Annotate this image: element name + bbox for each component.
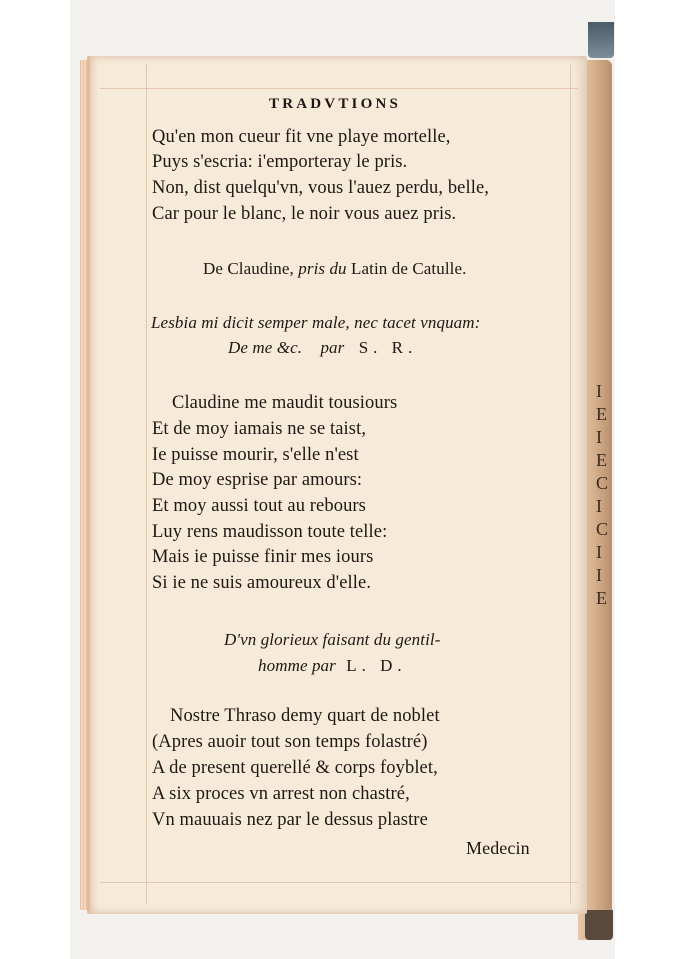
next-page-letter: C — [596, 473, 609, 493]
next-page-letter: C — [596, 519, 609, 539]
next-page-letter: E — [596, 450, 607, 470]
verse-line: Car pour le blanc, le noir vous auez pris. — [152, 204, 457, 224]
verse-line: Qu'en mon cueur fit vne playe mortelle, — [152, 127, 451, 147]
poem-title: D'vn glorieux faisant du gentil- — [224, 630, 441, 649]
verse-line: Mais ie puisse finir mes iours — [152, 547, 374, 567]
verse-line: Puys s'escria: i'emporteray le pris. — [152, 152, 408, 172]
translator-initials: S. R. — [358, 338, 418, 357]
next-page-letter: I — [596, 381, 602, 401]
verse-line: (Apres auoir tout son temps folastré) — [152, 732, 428, 752]
verse-line: Vn mauuais nez par le dessus plastre — [152, 810, 428, 830]
catchword: Medecin — [466, 838, 530, 858]
frame-rule-top — [100, 88, 578, 89]
verse-line: A de present querellé & corps foyblet, — [152, 758, 438, 778]
bookmark-ribbon — [588, 22, 614, 58]
next-page-letter: I — [596, 427, 602, 447]
verse-line: Ie puisse mourir, s'elle n'est — [152, 445, 359, 465]
poem-title-prefix: De Claudine, — [203, 259, 299, 278]
author-initials: L. D. — [346, 656, 407, 675]
latin-continuation — [228, 338, 417, 358]
binding-bottom — [585, 910, 613, 940]
next-page-letter: I — [596, 496, 602, 516]
poem-title — [203, 259, 466, 279]
par-word: par — [320, 338, 345, 357]
poem-title-line2 — [258, 656, 407, 676]
verse-line: Luy rens maudisson toute telle: — [152, 522, 388, 542]
frame-rule-left — [146, 64, 147, 904]
poem-title-italic: homme par — [258, 656, 336, 675]
next-page-letters — [596, 380, 612, 610]
poem-title-suffix: Latin de Catulle. — [346, 259, 467, 278]
verse-line: Nostre Thraso demy quart de noblet — [170, 706, 440, 726]
verse-line: Non, dist quelqu'vn, vous l'auez perdu, belle, — [152, 178, 490, 198]
next-page-letter: E — [596, 404, 607, 424]
frame-rule-bottom — [100, 882, 578, 883]
verse-line: Si ie ne suis amoureux d'elle. — [152, 573, 372, 593]
verse-line: De moy esprise par amours: — [152, 470, 363, 490]
next-page-letter: E — [596, 588, 607, 608]
latin-etc: De me &c. — [228, 338, 303, 357]
verse-line: Claudine me maudit tousiours — [172, 393, 398, 413]
next-page-letter: I — [596, 542, 602, 562]
poem-title-italic: pris du — [298, 259, 347, 278]
latin-incipit: Lesbia mi dicit semper male, nec tacet vnquam: — [151, 313, 481, 332]
frame-rule-right — [570, 64, 571, 904]
verse-line: Et de moy iamais ne se taist, — [152, 419, 367, 439]
verse-line: Et moy aussi tout au rebours — [152, 496, 366, 516]
verse-line: A six proces vn arrest non chastré, — [152, 784, 410, 804]
running-head: TRADVTIONS — [269, 96, 402, 112]
next-page-letter: I — [596, 565, 602, 585]
